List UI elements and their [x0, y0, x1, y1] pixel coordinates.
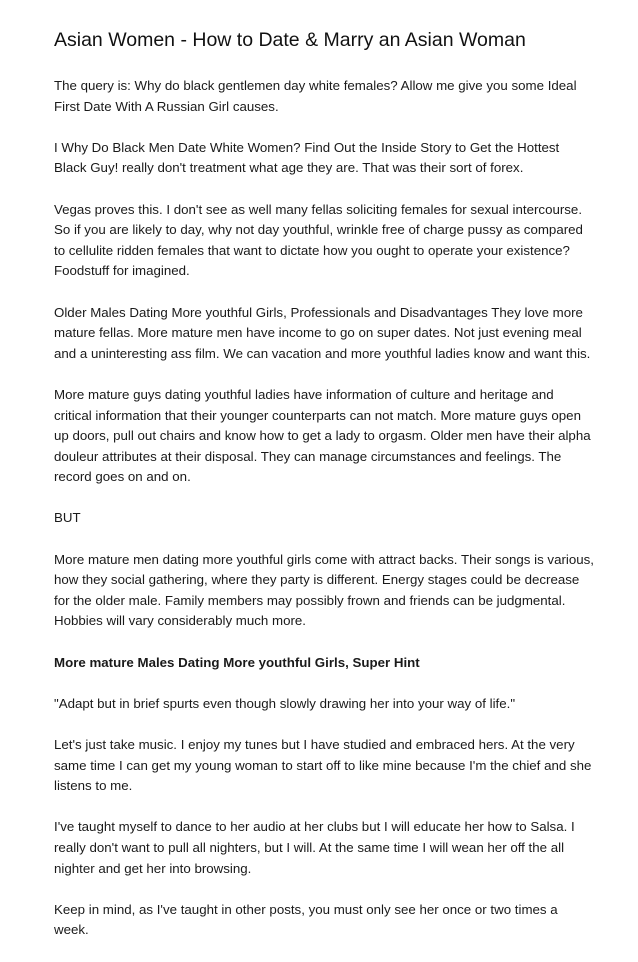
- paragraph: I Why Do Black Men Date White Women? Find Out the Inside Story to Get the Hottest Black Guy! really don't treatment what age they are. That was their sort of forex.: [54, 139, 560, 176]
- paragraph: More mature men dating more youthful girls come with attract backs. Their songs is various, how they social gathering, where they party is different. Energy stages could be decrease for the older male. Family members may possibly frown and friends can be judgmental. Hobbies will vary considerably much more.: [54, 551, 594, 629]
- paragraph: Keep in mind, as I've taught in other posts, you must only see her once or two times a week.: [54, 901, 558, 938]
- paragraph: I've taught myself to dance to her audio at her clubs but I will educate her how to Salsa. I really don't want to pull all nighters, but I will. At the same time I will wean her off the all nighter and get her into browsing.: [54, 819, 575, 876]
- paragraph: "Adapt but in brief spurts even though slowly drawing her into your way of life.": [54, 695, 516, 711]
- paragraph: More mature guys dating youthful ladies have information of culture and heritage and critical information that their younger counterparts can not match. More mature guys open up doors, pull out chairs and know how to get a lady to orgasm. Older men have their alpha douleur attributes at their disposal. They can manage circumstances and feelings. The record goes on and on.: [54, 386, 591, 485]
- paragraph: Vegas proves this. I don't see as well many fellas soliciting females for sexual intercourse. So if you are likely to day, why not day youthful, wrinkle free of charge pussy as compared to cellulite ridden females that want to dictate how you ought to operate your existence? Foodstuff for imagined.: [54, 201, 583, 279]
- section-heading: More mature Males Dating More youthful Girls, Super Hint: [54, 654, 420, 670]
- document-body: [54, 76, 594, 941]
- paragraph: The query is: Why do black gentlemen day white females? Allow me give you some Ideal First Date With A Russian Girl causes.: [54, 78, 577, 114]
- paragraph: BUT: [54, 510, 81, 526]
- document-page: [54, 28, 594, 962]
- paragraph: Older Males Dating More youthful Girls, Professionals and Disadvantages They love more mature fellas. More mature men have income to go on super dates. Not just evening meal and a uninteresting ass film. We can vacation and more youthful ladies know and want this.: [54, 304, 591, 361]
- paragraph: Let's just take music. I enjoy my tunes but I have studied and embraced hers. At the very same time I can get my young woman to start off to like mine because I'm the chief and she listens to me.: [54, 737, 592, 794]
- page-title: Asian Women - How to Date & Marry an Asian Woman: [54, 29, 526, 51]
